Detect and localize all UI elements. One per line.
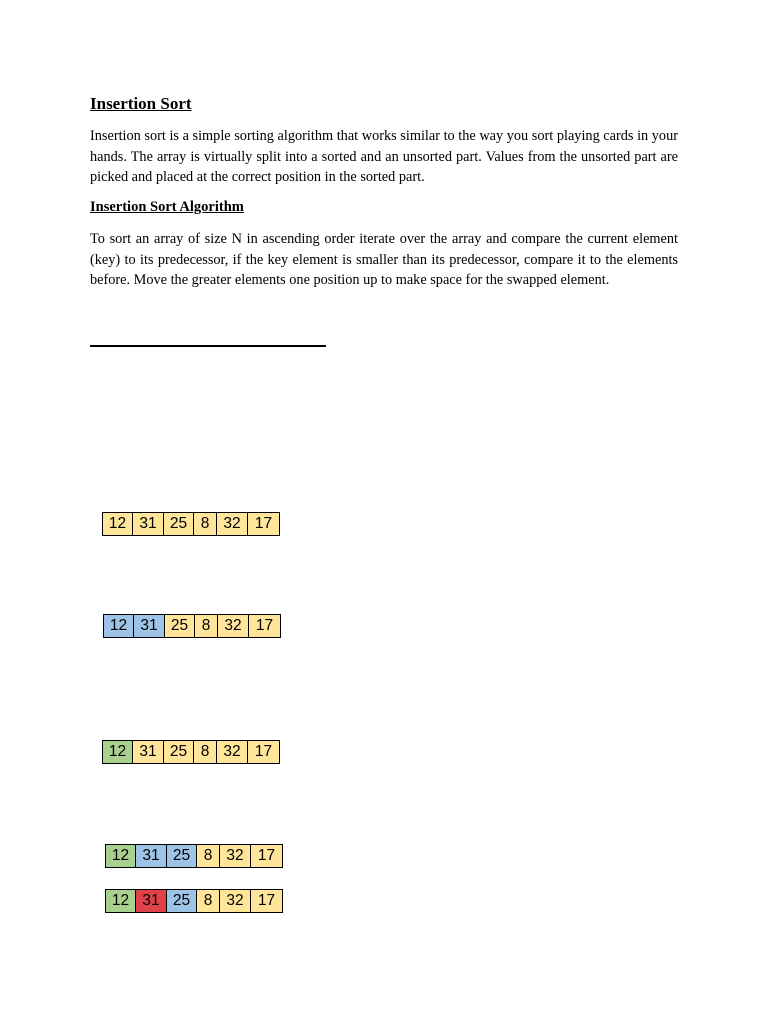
array-cell: 8 — [197, 845, 220, 868]
array-cell: 17 — [248, 741, 280, 764]
array-cell: 17 — [248, 513, 280, 536]
array-step-3 — [102, 740, 280, 764]
array-cell: 17 — [251, 890, 283, 913]
array-cell: 32 — [217, 741, 248, 764]
array-cell: 25 — [165, 615, 195, 638]
array-cell: 8 — [194, 741, 217, 764]
array-cell: 25 — [164, 513, 194, 536]
array-cell: 31 — [136, 890, 167, 913]
array-cell: 12 — [106, 890, 136, 913]
array-cell: 12 — [103, 513, 133, 536]
array-cell: 17 — [249, 615, 281, 638]
array-step-1 — [102, 512, 280, 536]
horizontal-rule — [90, 345, 326, 347]
array-cell: 31 — [134, 615, 165, 638]
array-cell: 31 — [133, 513, 164, 536]
array-step-2 — [103, 614, 281, 638]
array-cell: 25 — [164, 741, 194, 764]
array-cell: 32 — [217, 513, 248, 536]
array-cell: 17 — [251, 845, 283, 868]
array-cell: 25 — [167, 890, 197, 913]
array-cell: 8 — [194, 513, 217, 536]
array-cell: 32 — [220, 845, 251, 868]
algorithm-paragraph: To sort an array of size N in ascending order iterate over the array and compare the current element (key) to its predecessor, if the key element is smaller than its predecessor, compare it to the elements before. Move the greater elements one position up to make space for the swapped element. — [90, 231, 678, 288]
array-step-4 — [105, 844, 283, 868]
array-cell: 31 — [136, 845, 167, 868]
array-step-5 — [105, 889, 283, 913]
array-cell: 12 — [106, 845, 136, 868]
array-cell: 32 — [218, 615, 249, 638]
array-cell: 12 — [103, 741, 133, 764]
array-cell: 12 — [104, 615, 134, 638]
algorithm-heading: Insertion Sort Algorithm — [90, 199, 244, 215]
intro-paragraph: Insertion sort is a simple sorting algorithm that works similar to the way you sort playing cards in your hands. The array is virtually split into a sorted and an unsorted part. Values from the unsorted part are picked and placed at the correct position in the sorted part. — [90, 128, 678, 185]
page-title: Insertion Sort — [90, 94, 192, 113]
array-cell: 31 — [133, 741, 164, 764]
array-cell: 8 — [197, 890, 220, 913]
array-cell: 25 — [167, 845, 197, 868]
array-cell: 32 — [220, 890, 251, 913]
array-cell: 8 — [195, 615, 218, 638]
